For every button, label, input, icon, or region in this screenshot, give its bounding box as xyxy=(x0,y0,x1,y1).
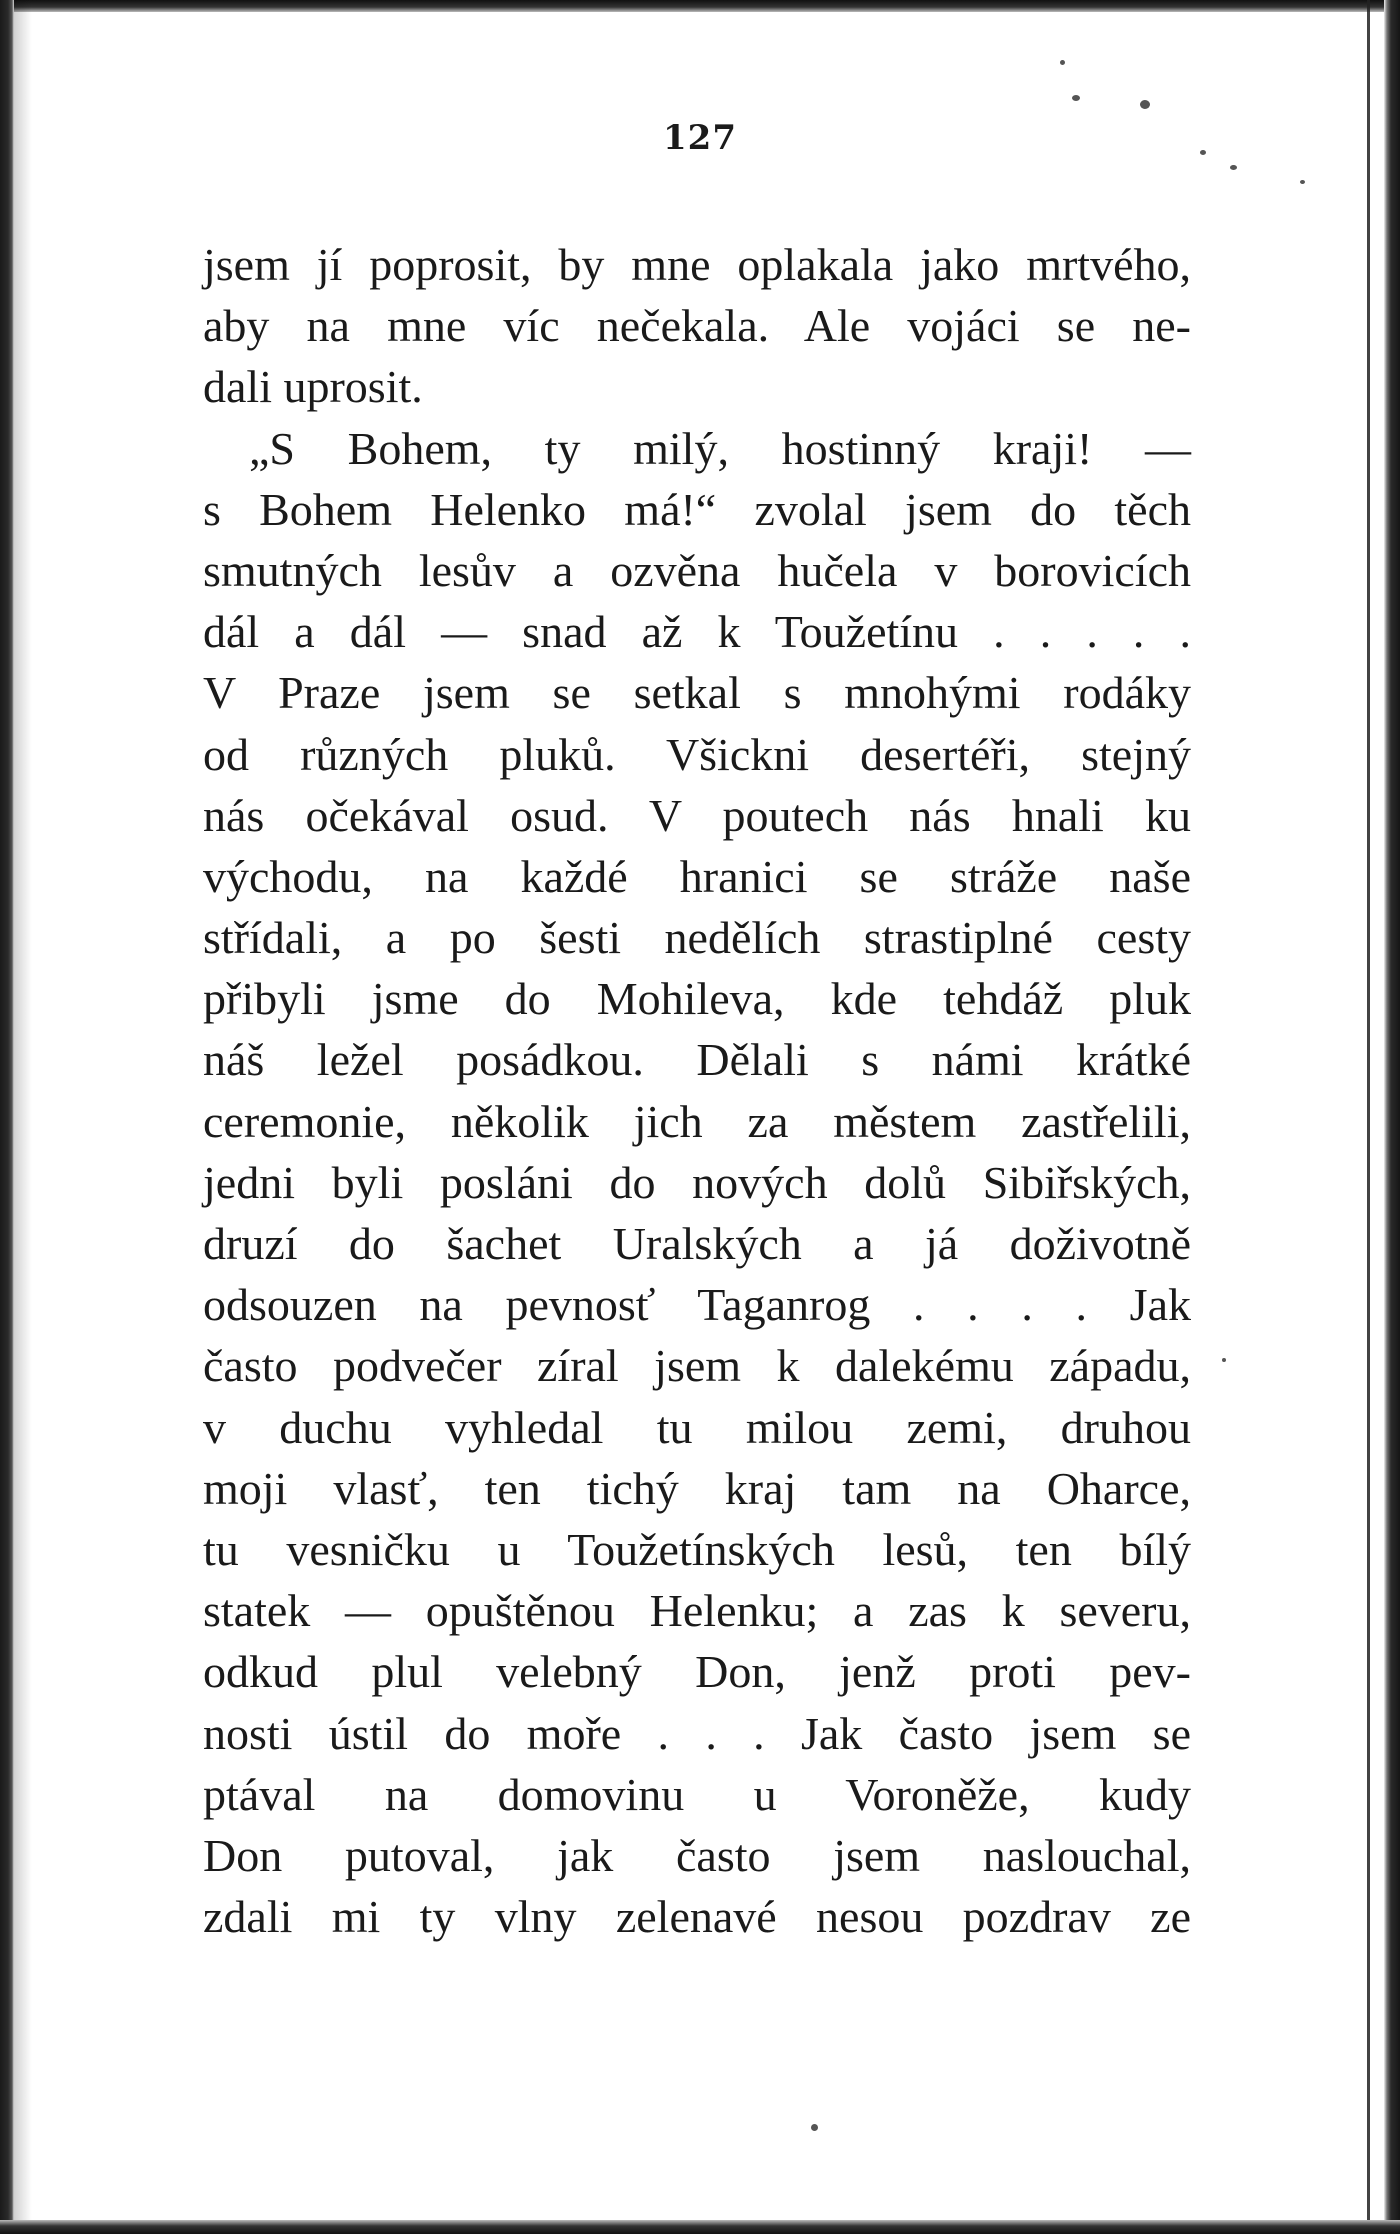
text-line: V Praze jsem se setkal s mnohými rodáky xyxy=(203,667,1191,719)
text-line: ceremonie, několik jich za městem zastřelili, xyxy=(203,1095,1191,1147)
text-line: moji vlasť, ten tichý kraj tam na Oharce, xyxy=(203,1462,1191,1514)
text-line: Don putoval, jak často jsem naslouchal, xyxy=(203,1829,1191,1881)
scan-speck xyxy=(1222,1358,1226,1362)
text-line: často podvečer zíral jsem k dalekému západu, xyxy=(203,1340,1191,1392)
text-line: jsem jí poprosit, by mne oplakala jako mrtvého, xyxy=(203,239,1191,290)
scan-edge-top xyxy=(0,0,1400,12)
text-line: tu vesničku u Toužetínských lesů, ten bílý xyxy=(203,1523,1191,1575)
text-line: východu, na každé hranici se stráže naše xyxy=(203,850,1191,902)
text-line: od různých pluků. Všickni desertéři, stejný xyxy=(203,728,1191,780)
text-line: jedni byli posláni do nových dolů Sibiřských, xyxy=(203,1156,1191,1208)
scan-edge-right-line xyxy=(1367,0,1370,2234)
scan-edge-bottom xyxy=(0,2220,1400,2234)
text-line: střídali, a po šesti nedělích strastiplné cesty xyxy=(203,912,1191,964)
body-text xyxy=(203,234,1191,1947)
text-line: aby na mne víc nečekala. Ale vojáci se ne- xyxy=(203,300,1191,352)
text-line: přibyli jsme do Mohileva, kde tehdáž pluk xyxy=(203,973,1191,1025)
text-line: dali uprosit. xyxy=(203,361,423,413)
text-line: v duchu vyhledal tu milou zemi, druhou xyxy=(203,1401,1191,1453)
text-line: „S Bohem, ty milý, hostinný kraji! — xyxy=(249,422,1191,474)
text-line: odsouzen na pevnosť Taganrog . . . . Jak xyxy=(203,1279,1191,1331)
scan-speck xyxy=(1060,60,1065,65)
scan-speck xyxy=(1230,165,1237,170)
scan-edge-left xyxy=(0,0,14,2234)
scan-edge-right xyxy=(1384,0,1400,2234)
text-line: odkud plul velebný Don, jenž proti pev- xyxy=(203,1646,1191,1698)
text-line: nosti ústil do moře . . . Jak často jsem se xyxy=(203,1707,1191,1759)
scan-speck xyxy=(1140,100,1150,109)
text-line: nás očekával osud. V poutech nás hnali ku xyxy=(203,789,1191,841)
text-line: dál a dál — snad až k Toužetínu . . . . . xyxy=(203,606,1191,658)
page-number: 127 xyxy=(663,118,737,158)
text-line: zdali mi ty vlny zelenavé nesou pozdrav ze xyxy=(203,1891,1191,1943)
text-line: smutných lesův a ozvěna hučela v borovicích xyxy=(203,544,1191,596)
scan-speck xyxy=(811,2124,818,2131)
scan-speck xyxy=(1300,180,1305,184)
page-gutter-shadow xyxy=(14,0,32,2234)
text-line: statek — opuštěnou Helenku; a zas k severu, xyxy=(203,1585,1191,1637)
text-line: náš ležel posádkou. Dělali s námi krátké xyxy=(203,1034,1191,1086)
text-line: s Bohem Helenko má!“ zvolal jsem do těch xyxy=(203,483,1191,535)
scan-speck xyxy=(1072,95,1080,101)
text-line: ptával na domovinu u Voroněže, kudy xyxy=(203,1768,1191,1820)
text-line: druzí do šachet Uralských a já doživotně xyxy=(203,1218,1191,1269)
